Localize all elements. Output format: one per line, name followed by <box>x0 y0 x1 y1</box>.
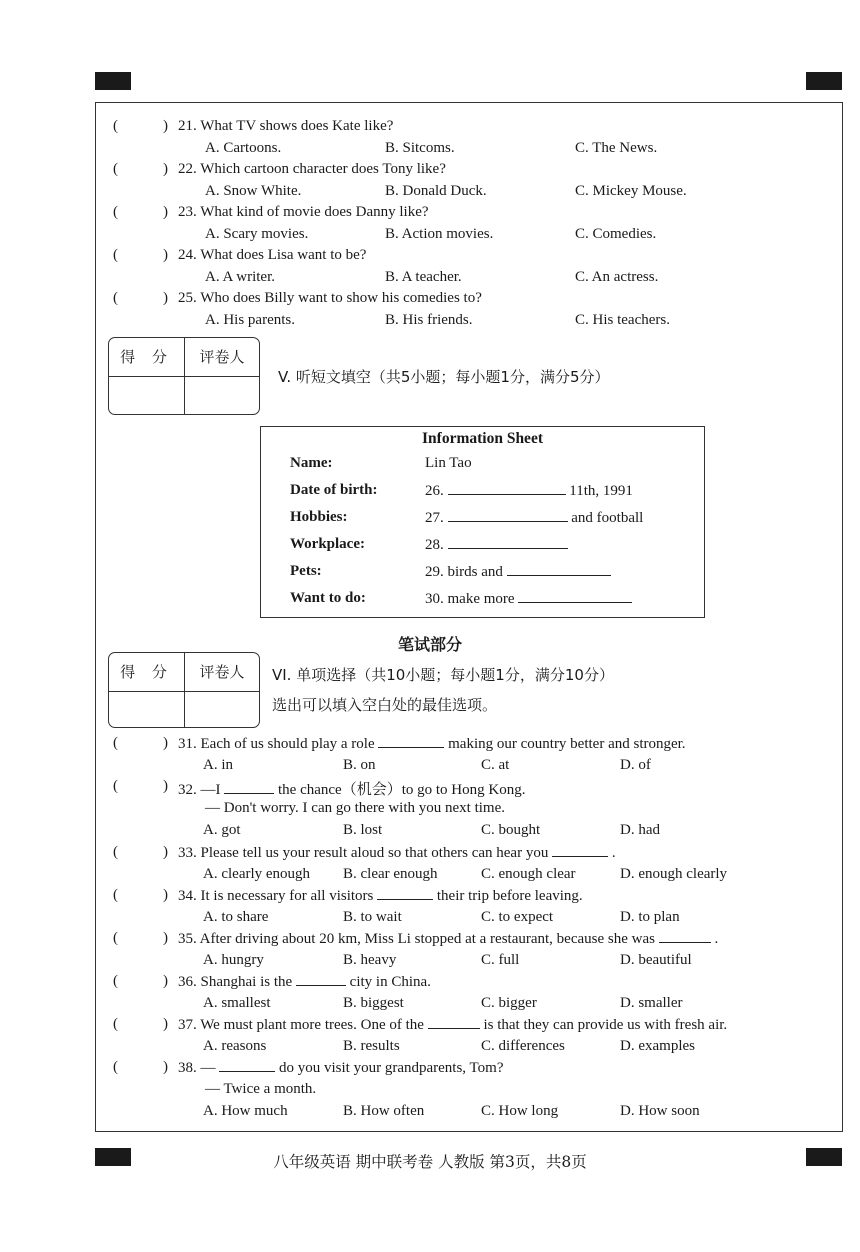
question-stem-end: city in China. <box>349 974 431 990</box>
option-b[interactable]: B. How often <box>343 1103 425 1119</box>
question-text: 21. What TV shows does Kate like? <box>178 118 394 134</box>
answer-blank-30[interactable] <box>518 590 632 603</box>
answer-paren-close: ) <box>163 247 168 263</box>
question-text: 24. What does Lisa want to be? <box>178 247 367 263</box>
question-stem: 35. After driving about 20 km, Miss Li stopped at a restaurant, because she was <box>178 931 655 947</box>
section5-title: V. 听短文填空（共5小题；每小题1分，满分5分） <box>278 368 610 386</box>
answer-paren-open[interactable]: ( <box>113 930 118 946</box>
option-d[interactable]: D. beautiful <box>620 952 692 968</box>
info-key: Want to do: <box>290 590 366 606</box>
question-text: 22. Which cartoon character does Tony like? <box>178 161 446 177</box>
option-b[interactable]: B. results <box>343 1038 400 1054</box>
option-b[interactable]: B. heavy <box>343 952 397 968</box>
grader-label: 评卷人 <box>199 663 245 681</box>
answer-paren-open[interactable]: ( <box>113 1059 118 1075</box>
question-text <box>178 1059 503 1077</box>
answer-blank[interactable] <box>377 887 433 900</box>
option-a[interactable]: A. got <box>203 822 241 838</box>
option-b[interactable]: B. Sitcoms. <box>385 140 455 156</box>
option-a[interactable]: A. Cartoons. <box>205 140 282 156</box>
option-a[interactable]: A. How much <box>203 1103 288 1119</box>
answer-blank-26[interactable] <box>448 482 566 495</box>
info-row-name <box>290 455 694 475</box>
question-text: 25. Who does Billy want to show his comedies to? <box>178 290 482 306</box>
answer-blank[interactable] <box>219 1059 275 1072</box>
question-stem-end: the chance（机会）to go to Hong Kong. <box>278 782 526 798</box>
registration-mark-top-left <box>95 72 131 90</box>
option-c[interactable]: C. differences <box>481 1038 565 1054</box>
score-box-section6 <box>108 652 260 728</box>
page-footer: 八年级英语 期中联考卷 人教版 第3页，共8页 <box>273 1153 587 1171</box>
question-stem-end: . <box>611 845 616 861</box>
answer-paren-open[interactable]: ( <box>113 247 118 263</box>
option-d[interactable]: D. How soon <box>620 1103 700 1119</box>
answer-paren-open[interactable]: ( <box>113 118 118 134</box>
answer-paren-open[interactable]: ( <box>113 844 118 860</box>
option-b[interactable]: B. to wait <box>343 909 402 925</box>
info-key: Hobbies: <box>290 509 348 525</box>
answer-blank[interactable] <box>428 1016 480 1029</box>
option-b[interactable]: B. Action movies. <box>385 226 494 242</box>
question-stem-end: is that they can provide us with fresh air. <box>483 1017 728 1033</box>
answer-paren-open[interactable]: ( <box>113 204 118 220</box>
info-row-hobbies <box>290 509 694 529</box>
answer-paren-close: ) <box>163 844 168 860</box>
score-box-section5 <box>108 337 260 415</box>
information-sheet-title: Information Sheet <box>422 430 543 447</box>
question-reply: — Don't worry. I can go there with you next time. <box>205 800 505 816</box>
option-a[interactable]: A. A writer. <box>205 269 275 285</box>
question-text <box>178 778 525 799</box>
answer-blank[interactable] <box>296 973 346 986</box>
info-row-want <box>290 590 694 610</box>
option-a[interactable]: A. reasons <box>203 1038 267 1054</box>
question-text <box>178 1016 727 1034</box>
question-stem: 38. — <box>178 1060 216 1076</box>
question-text <box>178 735 686 753</box>
option-b[interactable]: B. biggest <box>343 995 404 1011</box>
question-29-label: 29. birds and <box>425 564 503 580</box>
question-text <box>178 887 583 905</box>
question-stem: 34. It is necessary for all visitors <box>178 888 374 904</box>
option-d[interactable]: D. smaller <box>620 995 683 1011</box>
question-stem-end: making our country better and stronger. <box>448 736 686 752</box>
option-c[interactable]: C. at <box>481 757 510 773</box>
question-stem: 32. —I <box>178 782 221 798</box>
score-label: 得 分 <box>120 663 173 681</box>
question-text <box>178 930 718 948</box>
info-value: Lin Tao <box>425 455 472 471</box>
section6-title: VI. 单项选择（共10小题；每小题1分，满分10分） <box>272 666 614 684</box>
grader-label: 评卷人 <box>199 348 245 366</box>
answer-paren-open[interactable]: ( <box>113 735 118 751</box>
question-stem: 37. We must plant more trees. One of the <box>178 1017 424 1033</box>
option-a[interactable]: A. in <box>203 757 233 773</box>
option-a[interactable]: A. hungry <box>203 952 264 968</box>
info-key: Workplace: <box>290 536 365 552</box>
information-sheet <box>260 426 705 618</box>
question-stem: 33. Please tell us your result aloud so that others can hear you <box>178 845 549 861</box>
option-d[interactable]: D. enough clearly <box>620 866 728 882</box>
option-b[interactable]: B. lost <box>343 822 383 838</box>
answer-paren-close: ) <box>163 1059 168 1075</box>
option-d[interactable]: D. had <box>620 822 660 838</box>
answer-paren-close: ) <box>163 778 168 794</box>
question-stem: 36. Shanghai is the <box>178 974 293 990</box>
answer-paren-close: ) <box>163 204 168 220</box>
info-suffix: and football <box>571 510 644 526</box>
option-b[interactable]: B. His friends. <box>385 312 473 328</box>
answer-blank[interactable] <box>659 930 711 943</box>
answer-blank[interactable] <box>378 735 444 748</box>
score-label: 得 分 <box>120 348 173 366</box>
option-c[interactable]: C. bought <box>481 822 541 838</box>
answer-paren-close: ) <box>163 1016 168 1032</box>
question-27-label: 27. <box>425 510 444 526</box>
option-c[interactable]: C. bigger <box>481 995 537 1011</box>
answer-paren-close: ) <box>163 973 168 989</box>
option-b[interactable]: B. on <box>343 757 376 773</box>
answer-paren-open[interactable]: ( <box>113 887 118 903</box>
info-key: Pets: <box>290 563 322 579</box>
question-reply: — Twice a month. <box>205 1081 317 1097</box>
answer-paren-open[interactable]: ( <box>113 778 118 794</box>
option-a[interactable]: A. His parents. <box>205 312 295 328</box>
answer-blank[interactable] <box>224 781 274 794</box>
question-stem-end: their trip before leaving. <box>436 888 583 904</box>
question-text <box>178 844 616 862</box>
answer-paren-close: ) <box>163 290 168 306</box>
written-part-heading: 笔试部分 <box>397 635 462 654</box>
answer-paren-close: ) <box>163 930 168 946</box>
info-key: Name: <box>290 455 333 471</box>
question-30-label: 30. make more <box>425 591 515 607</box>
answer-blank-29[interactable] <box>507 563 611 576</box>
answer-blank-27[interactable] <box>448 509 568 522</box>
question-stem-end: do you visit your grandparents, Tom? <box>279 1060 504 1076</box>
option-b[interactable]: B. A teacher. <box>385 269 462 285</box>
answer-paren-open[interactable]: ( <box>113 290 118 306</box>
answer-paren-close: ) <box>163 887 168 903</box>
option-c[interactable]: C. His teachers. <box>575 312 670 328</box>
option-d[interactable]: D. to plan <box>620 909 680 925</box>
option-a[interactable]: A. smallest <box>203 995 271 1011</box>
option-c[interactable]: C. Comedies. <box>575 226 657 242</box>
option-a[interactable]: A. Scary movies. <box>205 226 309 242</box>
answer-blank-28[interactable] <box>448 536 568 549</box>
answer-paren-open[interactable]: ( <box>113 973 118 989</box>
registration-mark-top-right <box>806 72 842 90</box>
section6-instruction: 选出可以填入空白处的最佳选项。 <box>272 696 498 714</box>
info-key: Date of birth: <box>290 482 378 498</box>
question-text: 23. What kind of movie does Danny like? <box>178 204 429 220</box>
answer-paren-close: ) <box>163 118 168 134</box>
option-c[interactable]: C. An actress. <box>575 269 659 285</box>
question-stem-end: . <box>714 931 719 947</box>
info-suffix: 11th, 1991 <box>569 483 633 499</box>
option-c[interactable]: C. Mickey Mouse. <box>575 183 687 199</box>
option-a[interactable]: A. to share <box>203 909 269 925</box>
info-row-pets <box>290 563 694 583</box>
answer-paren-close: ) <box>163 161 168 177</box>
option-c[interactable]: C. The News. <box>575 140 658 156</box>
option-c[interactable]: C. full <box>481 952 520 968</box>
option-a[interactable]: A. clearly enough <box>203 866 311 882</box>
question-28-label: 28. <box>425 537 444 553</box>
answer-blank[interactable] <box>552 844 608 857</box>
option-b[interactable]: B. clear enough <box>343 866 438 882</box>
question-26-label: 26. <box>425 483 444 499</box>
answer-paren-open[interactable]: ( <box>113 161 118 177</box>
option-d[interactable]: D. examples <box>620 1038 695 1054</box>
info-row-workplace <box>290 536 694 556</box>
option-c[interactable]: C. How long <box>481 1103 559 1119</box>
option-c[interactable]: C. enough clear <box>481 866 576 882</box>
answer-paren-open[interactable]: ( <box>113 1016 118 1032</box>
question-stem: 31. Each of us should play a role <box>178 736 375 752</box>
option-d[interactable]: D. of <box>620 757 651 773</box>
option-a[interactable]: A. Snow White. <box>205 183 302 199</box>
question-text <box>178 973 431 991</box>
info-row-birth <box>290 482 694 502</box>
option-b[interactable]: B. Donald Duck. <box>385 183 487 199</box>
option-c[interactable]: C. to expect <box>481 909 554 925</box>
answer-paren-close: ) <box>163 735 168 751</box>
